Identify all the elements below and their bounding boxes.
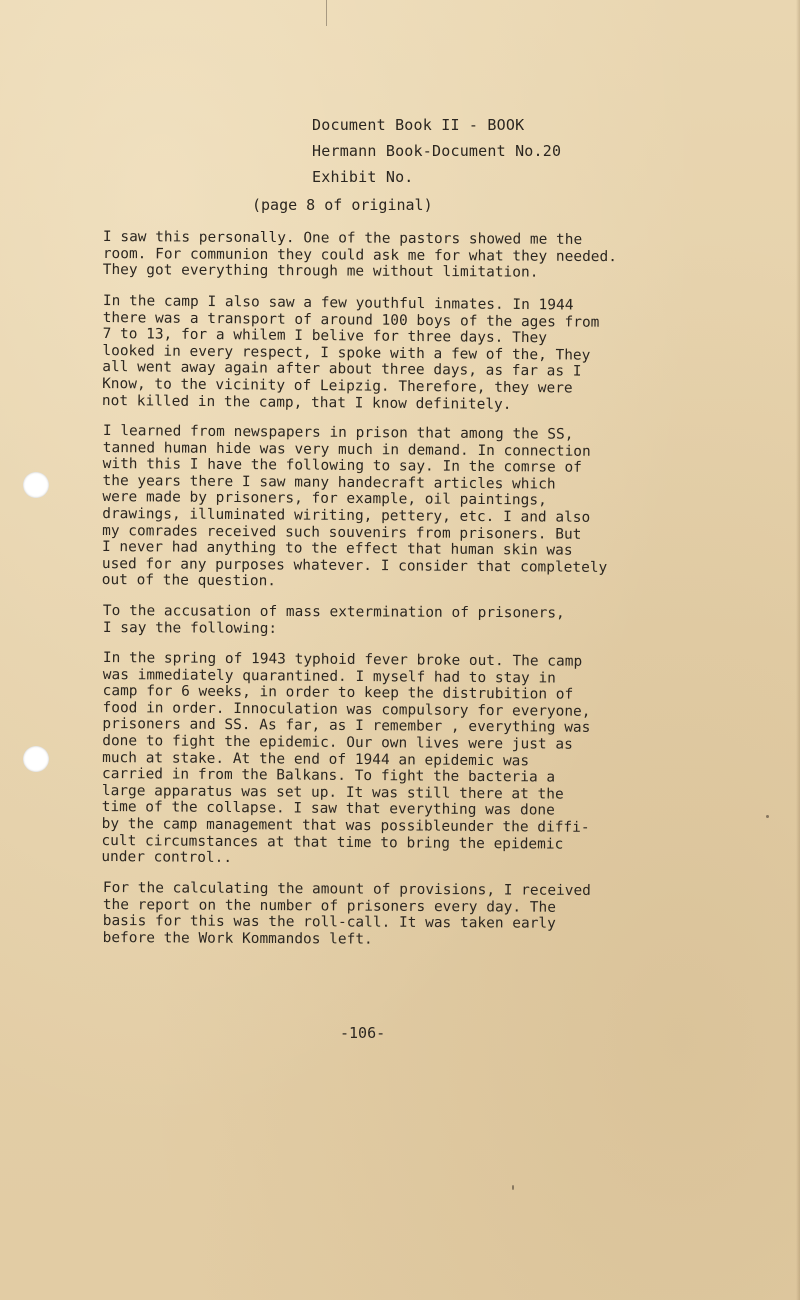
header-book-document-number: Hermann Book-Document No.20: [312, 142, 562, 160]
text-line: drawings, illuminated wiriting, pettery, etc. I and also: [102, 505, 591, 526]
header-document-book: Document Book II - BOOK: [312, 116, 525, 134]
text-line: not killed in the camp, that I know definitely.: [101, 392, 512, 413]
text-line: carried in from the Balkans. To fight the bacteria a: [101, 766, 556, 786]
paper-speck: [512, 1185, 514, 1190]
text-line: out of the question.: [101, 572, 277, 590]
text-line: 7 to 13, for a whilem I belive for three days. They: [102, 325, 548, 347]
original-page-reference: (page 8 of original): [252, 196, 433, 214]
text-line: there was a transport of around 100 boys of the ages from: [102, 309, 600, 331]
text-line: In the camp I also saw a few youthful inmates. In 1944: [102, 292, 574, 314]
document-header: [312, 112, 561, 190]
paragraph-youthful-inmates: [102, 293, 715, 415]
text-line: before the Work Kommandos left.: [102, 929, 373, 948]
text-line: I saw this personally. One of the pastors showed me the: [102, 229, 583, 248]
text-line: was immediately quarantined. I myself had to stay in: [102, 666, 556, 687]
text-line: In the spring of 1943 typhoid fever broke out. The camp: [102, 650, 583, 670]
text-line: with this I have the following to say. In the comrse of: [102, 456, 582, 476]
text-line: by the camp management that was possibleunder the diffi-: [101, 815, 590, 836]
text-line: camp for 6 weeks, in order to keep the distrubition of: [102, 683, 574, 703]
text-line: time of the collapse. I saw that everything was done: [101, 799, 555, 819]
text-line: my comrades received such souvenirs from prisoners. But: [102, 522, 582, 543]
text-line: basis for this was the roll-call. It was taken early: [102, 912, 556, 932]
text-line: To the accusation of mass extermination of prisoners,: [102, 602, 565, 622]
punch-hole-bottom: [23, 746, 49, 772]
text-line: Know, to the vicinity of Leipzig. Therefore, they were: [102, 375, 573, 397]
header-exhibit-number: Exhibit No.: [312, 168, 414, 186]
text-line: They got everything through me without limitation.: [102, 262, 539, 281]
margin-tick-mark: [326, 0, 327, 26]
text-line: I learned from newspapers in prison that among the SS,: [102, 422, 574, 443]
text-line: prisoners and SS. As far, as I remember , everything was: [102, 716, 591, 737]
paragraph-accusation: [103, 603, 715, 639]
paragraph-pastors: [103, 229, 715, 283]
page-number: -106-: [340, 1024, 386, 1042]
text-line: cult circumstances at that time to bring the epidemic: [101, 832, 564, 853]
text-line: large apparatus was set up. It was still there at the: [101, 782, 564, 803]
text-line: I say the following:: [102, 619, 278, 637]
paragraph-handicraft-articles: [102, 423, 715, 594]
text-line: looked in every respect, I spoke with a few of the, They: [102, 342, 591, 364]
paragraph-provisions: [103, 880, 715, 950]
text-line: the report on the number of prisoners every day. The: [102, 896, 557, 916]
page-edge-shadow: [796, 0, 800, 1300]
text-line: were made by prisoners, for example, oil paintings,: [102, 489, 547, 509]
text-line: under control..: [101, 849, 233, 867]
text-line: food in order. Innoculation was compulsory for everyone,: [102, 699, 591, 720]
text-line: used for any purposes whatever. I consider that completely: [101, 555, 608, 576]
document-body: [103, 229, 715, 960]
paragraph-typhoid-epidemic: [101, 650, 715, 871]
text-line: all went away again after about three days, as far as I: [102, 359, 582, 380]
text-line: For the calculating the amount of provisions, I received: [102, 879, 591, 899]
paper-speck: [766, 815, 769, 818]
text-line: room. For communion they could ask me for what they needed.: [102, 245, 618, 265]
text-line: much at stake. At the end of 1944 an epidemic was: [102, 749, 530, 769]
text-line: tanned human hide was very much in demand. In connection: [102, 439, 591, 460]
text-line: done to fight the epidemic. Our own lives were just as: [102, 733, 573, 753]
text-line: the years there I saw many handecraft articles which: [102, 472, 556, 493]
punch-hole-top: [23, 472, 49, 498]
text-line: I never had anything to the effect that human skin was: [101, 539, 573, 559]
